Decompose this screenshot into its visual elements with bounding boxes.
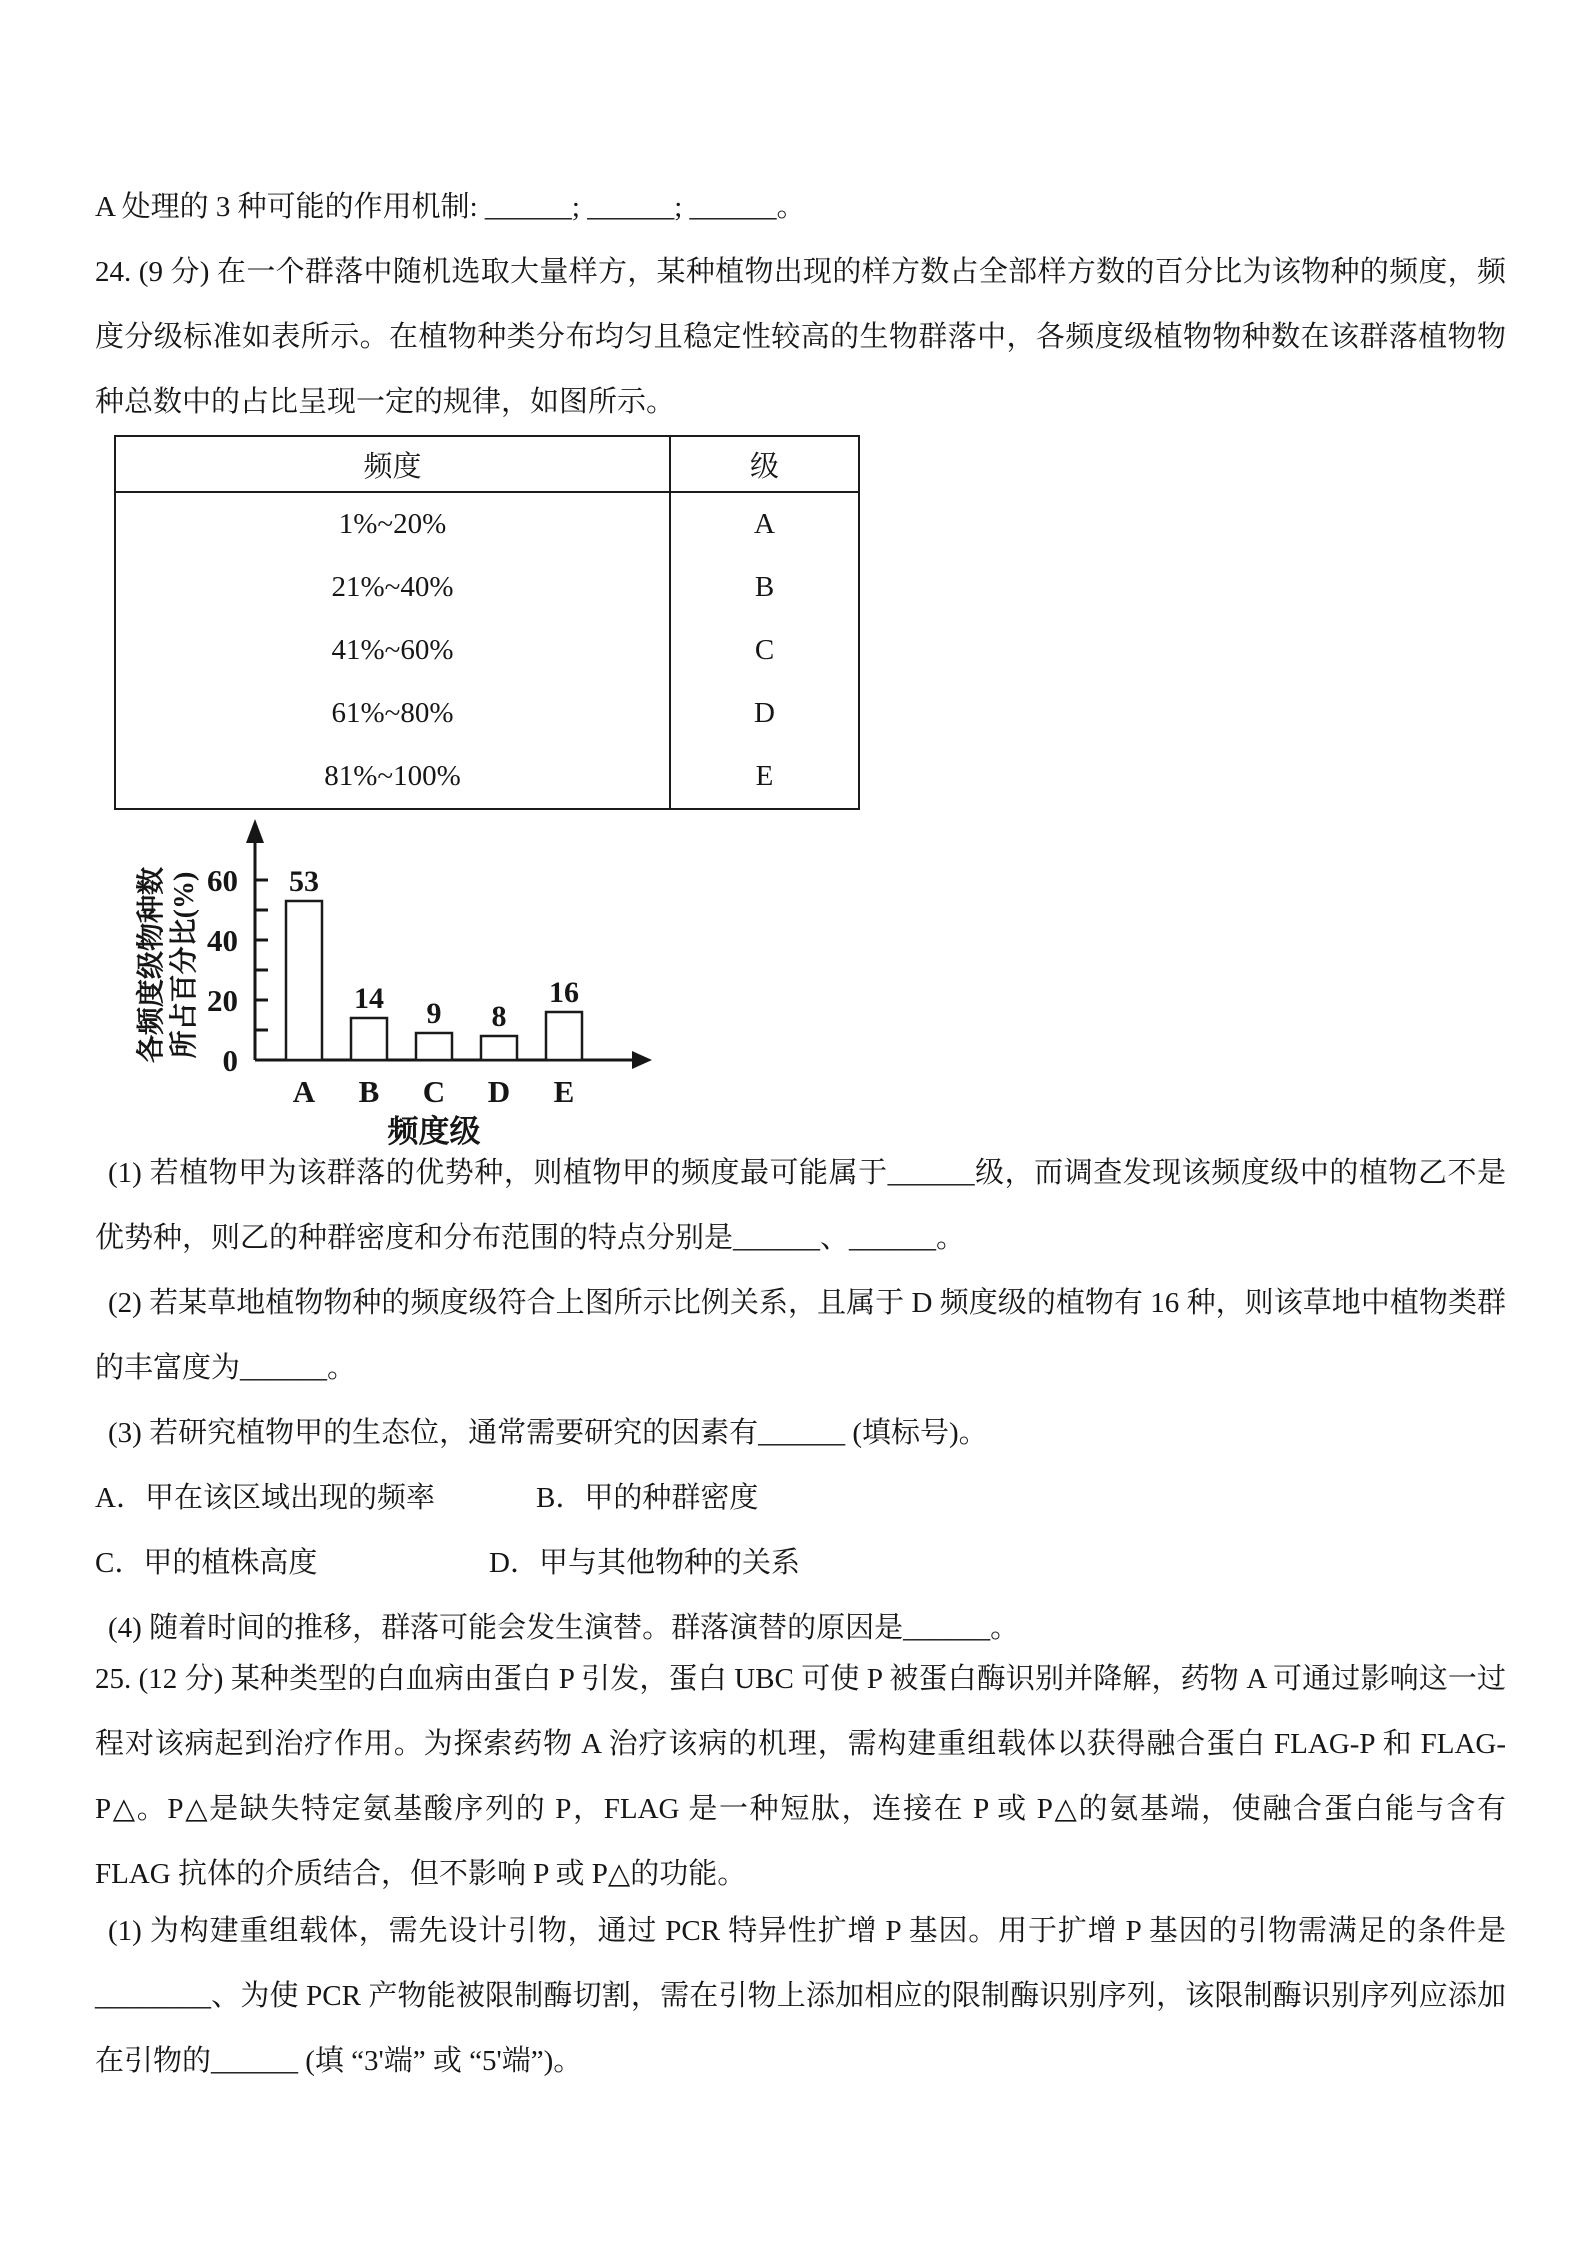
grade-cell: E (755, 760, 774, 792)
q23-mechanism-line: A 处理的 3 种可能的作用机制: ______; ______; ______。 (95, 191, 806, 223)
frequency-range-cell: 21%~40% (115, 556, 670, 619)
q24-options-row-2 (95, 1531, 1506, 1596)
frequency-grade-table (114, 435, 860, 810)
bar (351, 1018, 387, 1060)
option-c: C．甲的植株高度 (95, 1547, 318, 1579)
y-tick-label: 60 (207, 863, 238, 898)
x-axis-title: 频度级 (387, 1114, 481, 1149)
bar-value-label: 16 (549, 976, 579, 1009)
frequency-range-cell: 61%~80% (115, 682, 670, 745)
q24-options-row-1 (95, 1466, 1506, 1531)
q24-sub2: (2) 若某草地植物物种的频度级符合上图所示比例关系，且属于 D 频度级的植物有 16 种，则该草地中植物类群的丰富度为______。 (95, 1287, 1506, 1384)
y-tick-label: 20 (207, 983, 238, 1018)
grade-cell: D (754, 697, 775, 729)
table-header-frequency: 频度 (115, 436, 670, 492)
frequency-range-cell: 41%~60% (115, 619, 670, 682)
bar (416, 1033, 452, 1060)
bar-value-label: 8 (491, 1000, 507, 1033)
y-tick-label: 40 (207, 923, 238, 958)
q24-sub3: (3) 若研究植物甲的生态位，通常需要研究的因素有______ (填标号)。 (108, 1417, 988, 1449)
q24-sub4: (4) 随着时间的推移，群落可能会发生演替。群落演替的原因是______。 (108, 1612, 1020, 1644)
frequency-bar-chart (120, 815, 1506, 1149)
frequency-range-cell: 81%~100% (115, 745, 670, 809)
y-axis-arrow-icon (246, 819, 264, 843)
bar-value-label: 53 (289, 865, 319, 898)
table-row (115, 682, 859, 745)
q25-stem: 25. (12 分) 某种类型的白血病由蛋白 P 引发，蛋白 UBC 可使 P 被蛋白酶识别并降解，药物 A 可通过影响这一过程对该病起到治疗作用。为探索药物 A 治疗该病的机理，需构建重组载体以获得融合蛋白 FLAG-P 和 FLAG-P△。P△是缺失特定氨基酸序列的 P，FLAG 是一种短肽，连接在 P 或 P△的氨基端，使融合蛋白能与含有 FLAG 抗体的介质结合，但不影响 P 或 P△的功能。 (95, 1663, 1506, 1890)
table-header-row (115, 436, 859, 492)
category-label: C (422, 1074, 446, 1109)
bar-value-label: 9 (426, 997, 442, 1030)
grade-cell: B (754, 571, 775, 603)
table-row (115, 556, 859, 619)
y-axis-title: 各频度级物种数 (136, 866, 167, 1064)
q24-stem: 24. (9 分) 在一个群落中随机选取大量样方，某种植物出现的样方数占全部样方数的百分比为该物种的频度，频度分级标准如表所示。在植物种类分布均匀且稳定性较高的生物群落中，各频度级植物物种数在该群落植物物种总数中的占比呈现一定的规律，如图所示。 (95, 256, 1506, 418)
table-row (115, 492, 859, 556)
grade-cell: C (754, 634, 775, 666)
frequency-range-cell: 1%~20% (115, 492, 670, 556)
category-label: A (292, 1074, 316, 1109)
option-b: B．甲的种群密度 (536, 1482, 759, 1514)
bar (286, 901, 322, 1060)
x-axis-arrow-icon (632, 1051, 652, 1069)
category-label: D (487, 1074, 511, 1109)
bar-value-label: 14 (354, 982, 384, 1015)
table-row (115, 619, 859, 682)
q25-sub1: (1) 为构建重组载体，需先设计引物，通过 PCR 特异性扩增 P 基因。用于扩增 P 基因的引物需满足的条件是________、为使 PCR 产物能被限制酶切割，需在引物上添加相应的限制酶识别序列，该限制酶识别序列应添加在引物的______ (填 “3'端” 或 “5'端”)。 (95, 1915, 1506, 2077)
bar-chart-svg (120, 815, 665, 1149)
y-tick-label: 0 (222, 1043, 238, 1078)
category-label: B (358, 1074, 380, 1109)
bar (481, 1036, 517, 1060)
q24-sub1: (1) 若植物甲为该群落的优势种，则植物甲的频度最可能属于______级，而调查发现该频度级中的植物乙不是优势种，则乙的种群密度和分布范围的特点分别是______、______。 (95, 1157, 1506, 1254)
y-axis-title: 所占百分比(%) (169, 871, 200, 1059)
table-header-grade: 级 (670, 436, 859, 492)
category-label: E (553, 1074, 575, 1109)
grade-cell: A (754, 508, 775, 540)
option-a: A．甲在该区域出现的频率 (95, 1482, 435, 1514)
option-d: D．甲与其他物种的关系 (489, 1547, 800, 1579)
bar (546, 1012, 582, 1060)
table-row (115, 745, 859, 809)
